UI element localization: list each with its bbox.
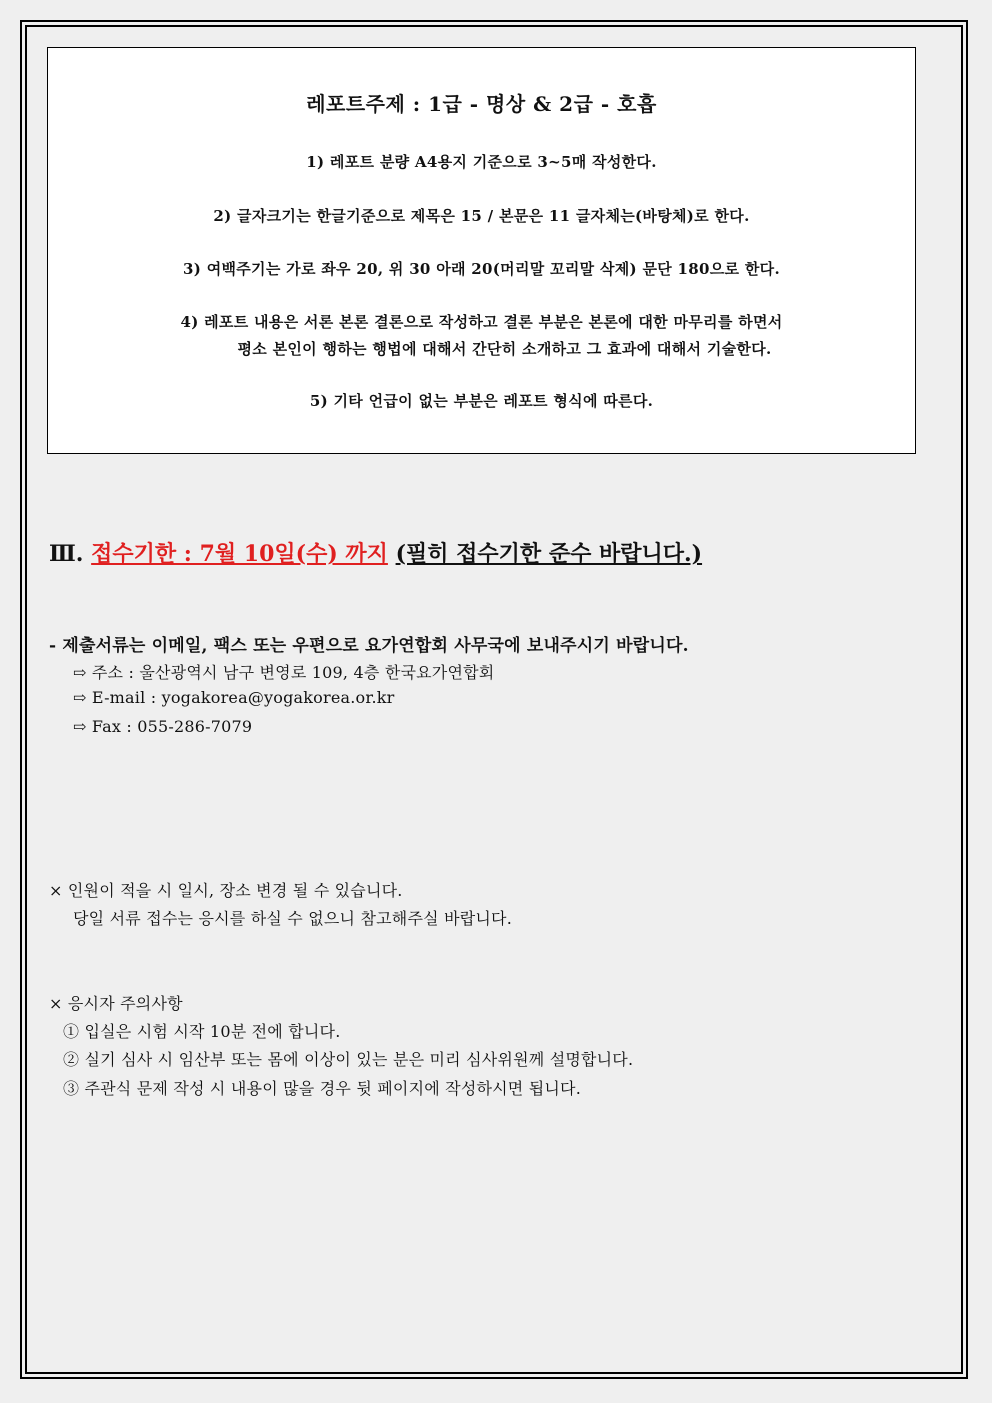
section-number: Ⅲ.: [49, 541, 84, 567]
report-title: 레포트주제 : 1급 - 명상 & 2급 - 호흡: [306, 92, 657, 116]
report-rule-5: 5) 기타 언급이 없는 부분은 레포트 형식에 따른다.: [309, 392, 654, 410]
deadline-text: 접수기한 : 7월 10일(수) 까지: [91, 541, 388, 567]
deadline-heading: [49, 537, 702, 568]
report-rule-3: 3) 여백주기는 가로 좌우 20, 위 30 아래 20(머리말 꼬리말 삭제) 문단 180으로 한다.: [183, 260, 780, 278]
report-rule-4-cont: 평소 본인이 행하는 행법에 대해서 간단히 소개하고 그 효과에 대해서 기술한다.: [237, 340, 772, 358]
submission-email: ⇨ E-mail : yogakorea@yogakorea.or.kr: [73, 688, 395, 707]
report-rule-1: 1) 레포트 분량 A4용지 기준으로 3~5매 작성한다.: [306, 153, 657, 171]
report-rule-4: 4) 레포트 내용은 서론 본론 결론으로 작성하고 결론 부분은 본론에 대한 마무리를 하면서: [180, 313, 783, 331]
deadline-note: (필히 접수기한 준수 바랍니다.): [395, 541, 703, 567]
examinee-notice-item-3: ③ 주관식 문제 작성 시 내용이 많을 경우 뒷 페이지에 작성하시면 됩니다.: [63, 1079, 581, 1098]
submission-intro: - 제출서류는 이메일, 팩스 또는 우편으로 요가연합회 사무국에 보내주시기 바랍니다.: [49, 636, 689, 656]
examinee-notice-title: × 응시자 주의사항: [49, 994, 183, 1013]
report-rule-2: 2) 글자크기는 한글기준으로 제목은 15 / 본문은 11 글자체는(바탕체)로 한다.: [213, 207, 750, 225]
submission-fax: ⇨ Fax : 055-286-7079: [73, 717, 253, 736]
submission-address: ⇨ 주소 : 울산광역시 남구 변영로 109, 4층 한국요가연합회: [73, 663, 495, 682]
examinee-notice-item-1: ① 입실은 시험 시작 10분 전에 합니다.: [63, 1022, 341, 1041]
examinee-notice-item-2: ② 실기 심사 시 임산부 또는 몸에 이상이 있는 분은 미리 심사위원께 설명합니다.: [63, 1050, 634, 1069]
report-topic-box: [47, 47, 916, 454]
notice-schedule-change: × 인원이 적을 시 일시, 장소 변경 될 수 있습니다.: [49, 881, 403, 900]
notice-no-onsite-submission: 당일 서류 접수는 응시를 하실 수 없으니 참고해주실 바랍니다.: [73, 909, 512, 928]
